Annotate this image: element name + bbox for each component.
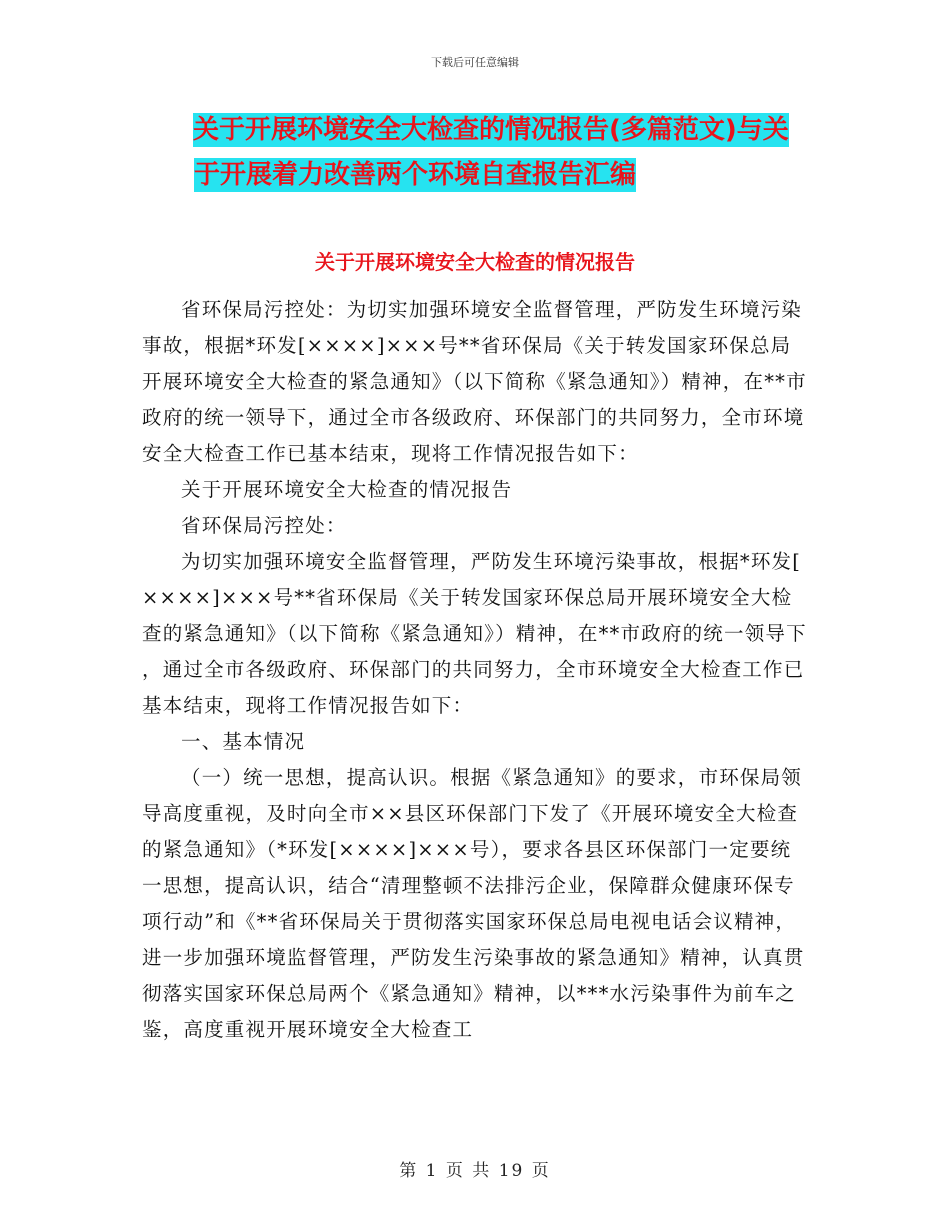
section-title: 关于开展环境安全大检查的情况报告 bbox=[315, 250, 635, 274]
document-title-line-2 bbox=[150, 153, 850, 198]
document-title bbox=[150, 108, 850, 198]
paragraph: 关于开展环境安全大检查的情况报告 bbox=[181, 478, 513, 501]
body-text bbox=[142, 292, 812, 1048]
title-highlight-2: 于开展着力改善两个环境自查报告汇编 bbox=[194, 160, 637, 190]
paragraph: 省环保局污控处： bbox=[181, 514, 347, 537]
paragraph: 一、基本情况 bbox=[181, 730, 306, 753]
paragraph: 省环保局污控处：为切实加强环境安全监督管理，严防发生环境污染事故，根据*环发[××××]×××号**省环保局《关于转发国家环保总局开展环境安全大检查的紧急通知》（以下简称《紧急通知》）精神，在**市政府的统一领导下，通过全市各级政府、环保部门的共同努力，全市环境安全大检查工作已基本结束，现将工作情况报告如下： bbox=[142, 298, 807, 465]
title-highlight-1: 关于开展环境安全大检查的情况报告(多篇范文)与关 bbox=[193, 115, 789, 145]
page-number-footer: 第 1 页 共 19 页 bbox=[399, 1161, 551, 1181]
document-title-line-1 bbox=[150, 108, 850, 153]
page-header-note: 下载后可任意编辑 bbox=[431, 56, 519, 69]
paragraph: （一）统一思想，提高认识。根据《紧急通知》的要求，市环保局领导高度重视，及时向全市××县区环保部门下发了《开展环境安全大检查的紧急通知》（*环发[××××]×××号），要求各县区环保部门一定要统一思想，提高认识，结合“清理整顿不法排污企业，保障群众健康环保专项行动”和《**省环保局关于贯彻落实国家环保总局电视电话会议精神，进一步加强环境监督管理，严防发生污染事故的紧急通知》精神，认真贯彻落实国家环保总局两个《紧急通知》精神，以***水污染事件为前车之鉴，高度重视开展环境安全大检查工 bbox=[142, 766, 805, 1041]
paragraph: 为切实加强环境安全监督管理，严防发生环境污染事故，根据*环发[××××]×××号**省环保局《关于转发国家环保总局开展环境安全大检查的紧急通知》（以下简称《紧急通知》）精神，在**市政府的统一领导下，通过全市各级政府、环保部门的共同努力，全市环境安全大检查工作已基本结束，现将工作情况报告如下： bbox=[142, 550, 807, 717]
